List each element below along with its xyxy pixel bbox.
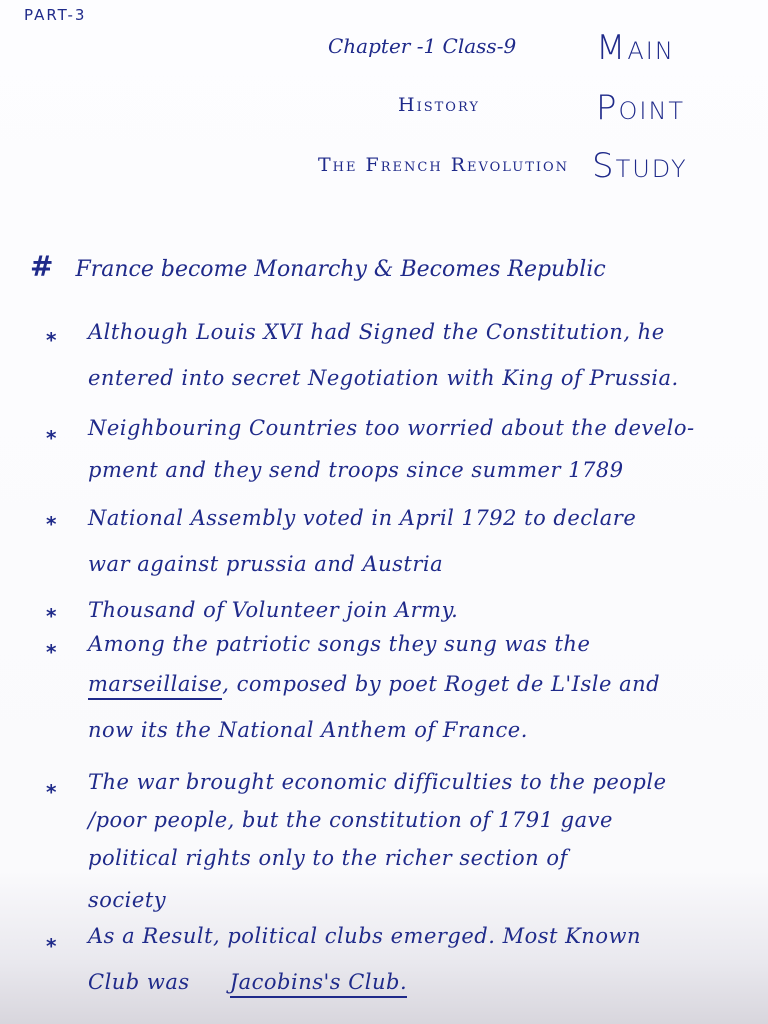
note-line-continuation: , composed by poet Roget de L'Isle and — [222, 672, 661, 696]
note-line: pment and they send troops since summer 1789 — [88, 458, 624, 482]
topic-title: The French Revolution — [318, 154, 570, 176]
note-line: now its the National Anthem of France. — [88, 718, 528, 742]
note-line: entered into secret Negotiation with King of Prussia. — [88, 366, 679, 390]
bullet-marker: * — [46, 512, 57, 536]
bullet-marker: * — [46, 604, 57, 628]
heading-text: France become Monarchy & Becomes Republic — [75, 257, 606, 282]
hash-symbol: # — [30, 250, 54, 283]
note-line: National Assembly voted in April 1792 to declare — [88, 506, 637, 530]
bullet-marker: * — [46, 640, 57, 664]
part-label: PART-3 — [24, 6, 87, 24]
note-line: Thousand of Volunteer join Army. — [88, 598, 459, 622]
main-word: Main — [596, 28, 675, 68]
note-line: The war brought economic difficulties to the people — [88, 770, 667, 794]
subject-title: History — [398, 94, 480, 116]
jacobins-club-underlined: Jacobins's Club. — [230, 970, 407, 998]
note-line — [88, 970, 407, 994]
bullet-marker: * — [46, 328, 57, 352]
note-line-start: Club was — [88, 970, 190, 994]
note-line: Although Louis XVI had Signed the Constitution, he — [88, 320, 665, 344]
marseillaise-underlined: marseillaise — [88, 672, 222, 700]
note-line: Among the patriotic songs they sung was the — [88, 632, 591, 656]
note-line — [88, 672, 660, 696]
note-line: Neighbouring Countries too worried about the develo- — [88, 416, 695, 440]
chapter-title: Chapter -1 Class-9 — [328, 34, 517, 58]
bullet-marker: * — [46, 780, 57, 804]
note-line: As a Result, political clubs emerged. Most Known — [88, 924, 641, 948]
note-line: society — [88, 888, 167, 912]
study-word: Study — [592, 146, 688, 186]
bullet-marker: * — [46, 426, 57, 450]
note-line: war against prussia and Austria — [88, 552, 444, 576]
note-line: /poor people, but the constitution of 1791 gave — [88, 808, 613, 832]
note-line: political rights only to the richer section of — [88, 846, 568, 870]
bullet-marker: * — [46, 934, 57, 958]
point-word: Point — [596, 88, 686, 128]
section-heading — [30, 250, 606, 283]
